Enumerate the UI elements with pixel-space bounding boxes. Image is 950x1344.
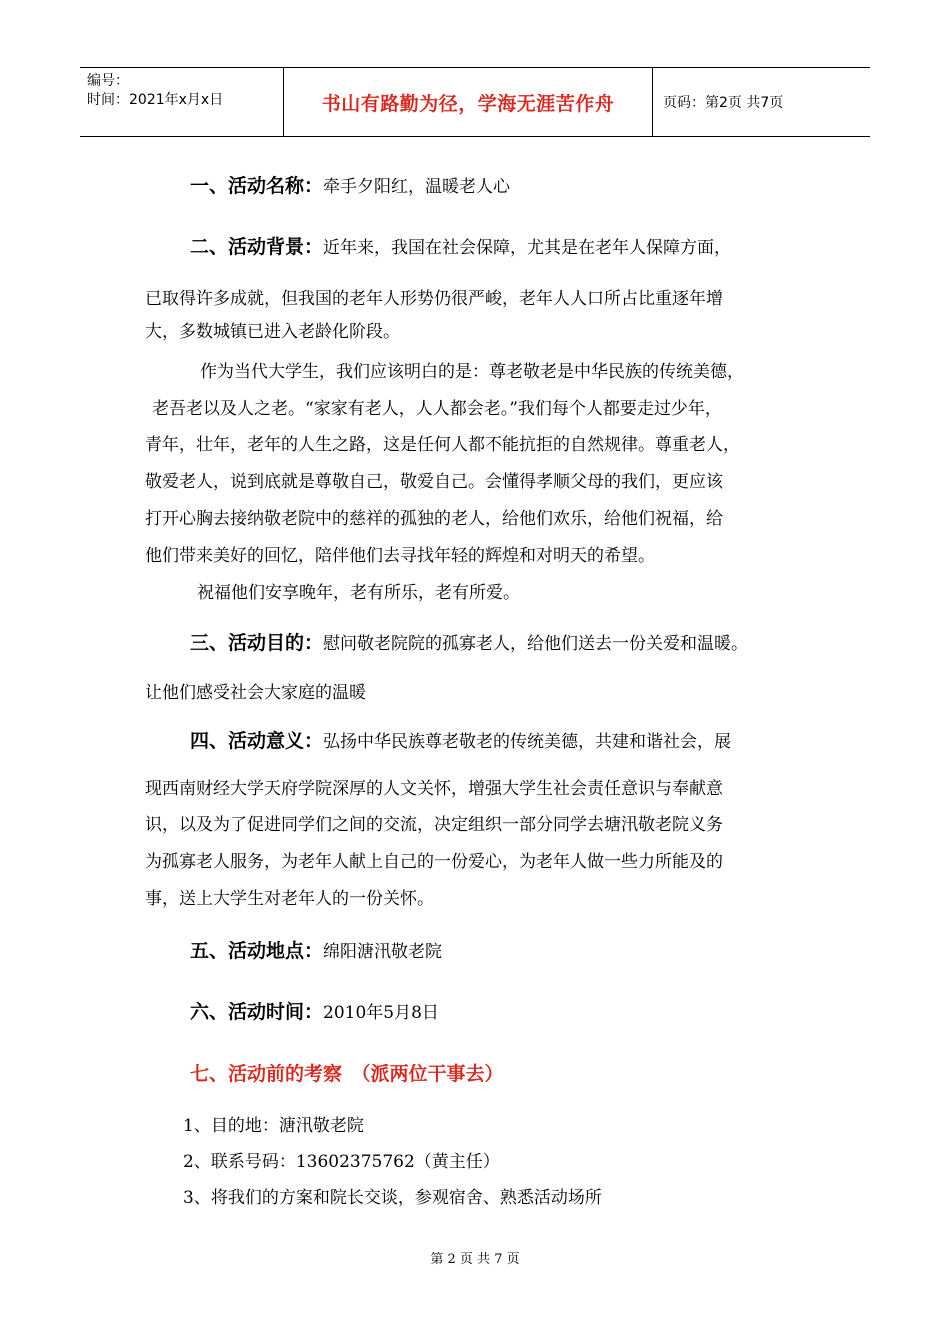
section-text: 2010年5月8日 — [323, 1003, 439, 1023]
section-significance — [190, 730, 731, 753]
number-label: 编号： — [87, 73, 129, 89]
paragraph-line: 敬爱老人，说到底就是尊敬自己，敬爱自己。会懂得孝顺父母的我们，更应该 — [145, 472, 723, 492]
section-inspection — [190, 1063, 504, 1086]
paragraph-line: 识，以及为了促进同学们之间的交流，决定组织一部分同学去塘汛敬老院义务 — [145, 815, 723, 835]
time-label: 时间：2021年x月x日 — [87, 92, 224, 108]
paragraph-line: 现西南财经大学天府学院深厚的人文关怀，增强大学生社会责任意识与奉献意 — [145, 779, 723, 799]
section-title: 四、活动意义： — [190, 730, 324, 752]
list-item: 1、目的地：溏汛敬老院 — [183, 1116, 364, 1136]
paragraph-line: 祝福他们安享晚年，老有所乐，老有所爱。 — [197, 583, 520, 603]
header-page-info: 页码：第2页 共7页 — [663, 95, 784, 111]
section-text: 绵阳溏汛敬老院 — [323, 942, 443, 962]
section-title: 一、活动名称： — [190, 175, 324, 197]
paragraph-line: 大，多数城镇已进入老龄化阶段。 — [145, 322, 400, 342]
section-title: 二、活动背景： — [190, 236, 324, 258]
section-title: 三、活动目的： — [190, 632, 324, 654]
paragraph-line: 老吾老以及人之老。“家家有老人，人人都会老。”我们每个人都要走过少年， — [152, 399, 722, 419]
paragraph-line: 作为当代大学生，我们应该明白的是：尊老敬老是中华民族的传统美德， — [200, 362, 744, 382]
section-title: 五、活动地点： — [190, 940, 324, 962]
paragraph-line: 已取得许多成就，但我国的老年人形势仍很严峻，老年人人口所占比重逐年增 — [145, 289, 723, 309]
paragraph-line: 慰问敬老院院的孤寡老人，给他们送去一份关爱和温暖。 — [323, 634, 749, 654]
section-background — [190, 236, 731, 259]
section-activity-name — [190, 175, 510, 198]
list-item: 3、将我们的方案和院长交谈，参观宿舍、熟悉活动场所 — [183, 1188, 602, 1208]
page-footer: 第 2 页 共 7 页 — [430, 1252, 520, 1267]
paragraph-line: 让他们感受社会大家庭的温暖 — [145, 683, 366, 703]
paragraph-line: 青年，壮年，老年的人生之路，这是任何人都不能抗拒的自然规律。尊重老人， — [145, 435, 740, 455]
section-text: 牵手夕阳红，温暖老人心 — [323, 177, 511, 197]
section-time — [190, 1001, 439, 1024]
document-header — [80, 67, 870, 137]
section-purpose — [190, 632, 748, 655]
section-location — [190, 940, 442, 963]
header-motto: 书山有路勤为径，学海无涯苦作舟 — [283, 68, 653, 136]
paragraph-line: 弘扬中华民族尊老敬老的传统美德，共建和谐社会，展 — [323, 732, 732, 752]
section-title: 六、活动时间： — [190, 1001, 324, 1023]
paragraph-line: 事，送上大学生对老年人的一份关怀。 — [145, 889, 434, 909]
header-meta — [80, 68, 283, 136]
section-title: 七、活动前的考察 （派两位干事去） — [190, 1063, 504, 1085]
paragraph-line: 近年来，我国在社会保障，尤其是在老年人保障方面， — [323, 238, 732, 258]
list-item: 2、联系号码：13602375762（黄主任） — [183, 1152, 500, 1172]
paragraph-line: 他们带来美好的回忆，陪伴他们去寻找年轻的辉煌和对明天的希望。 — [145, 546, 655, 566]
paragraph-line: 为孤寡老人服务，为老年人献上自己的一份爱心，为老年人做一些力所能及的 — [145, 852, 723, 872]
paragraph-line: 打开心胸去接纳敬老院中的慈祥的孤独的老人，给他们欢乐，给他们祝福，给 — [145, 509, 723, 529]
